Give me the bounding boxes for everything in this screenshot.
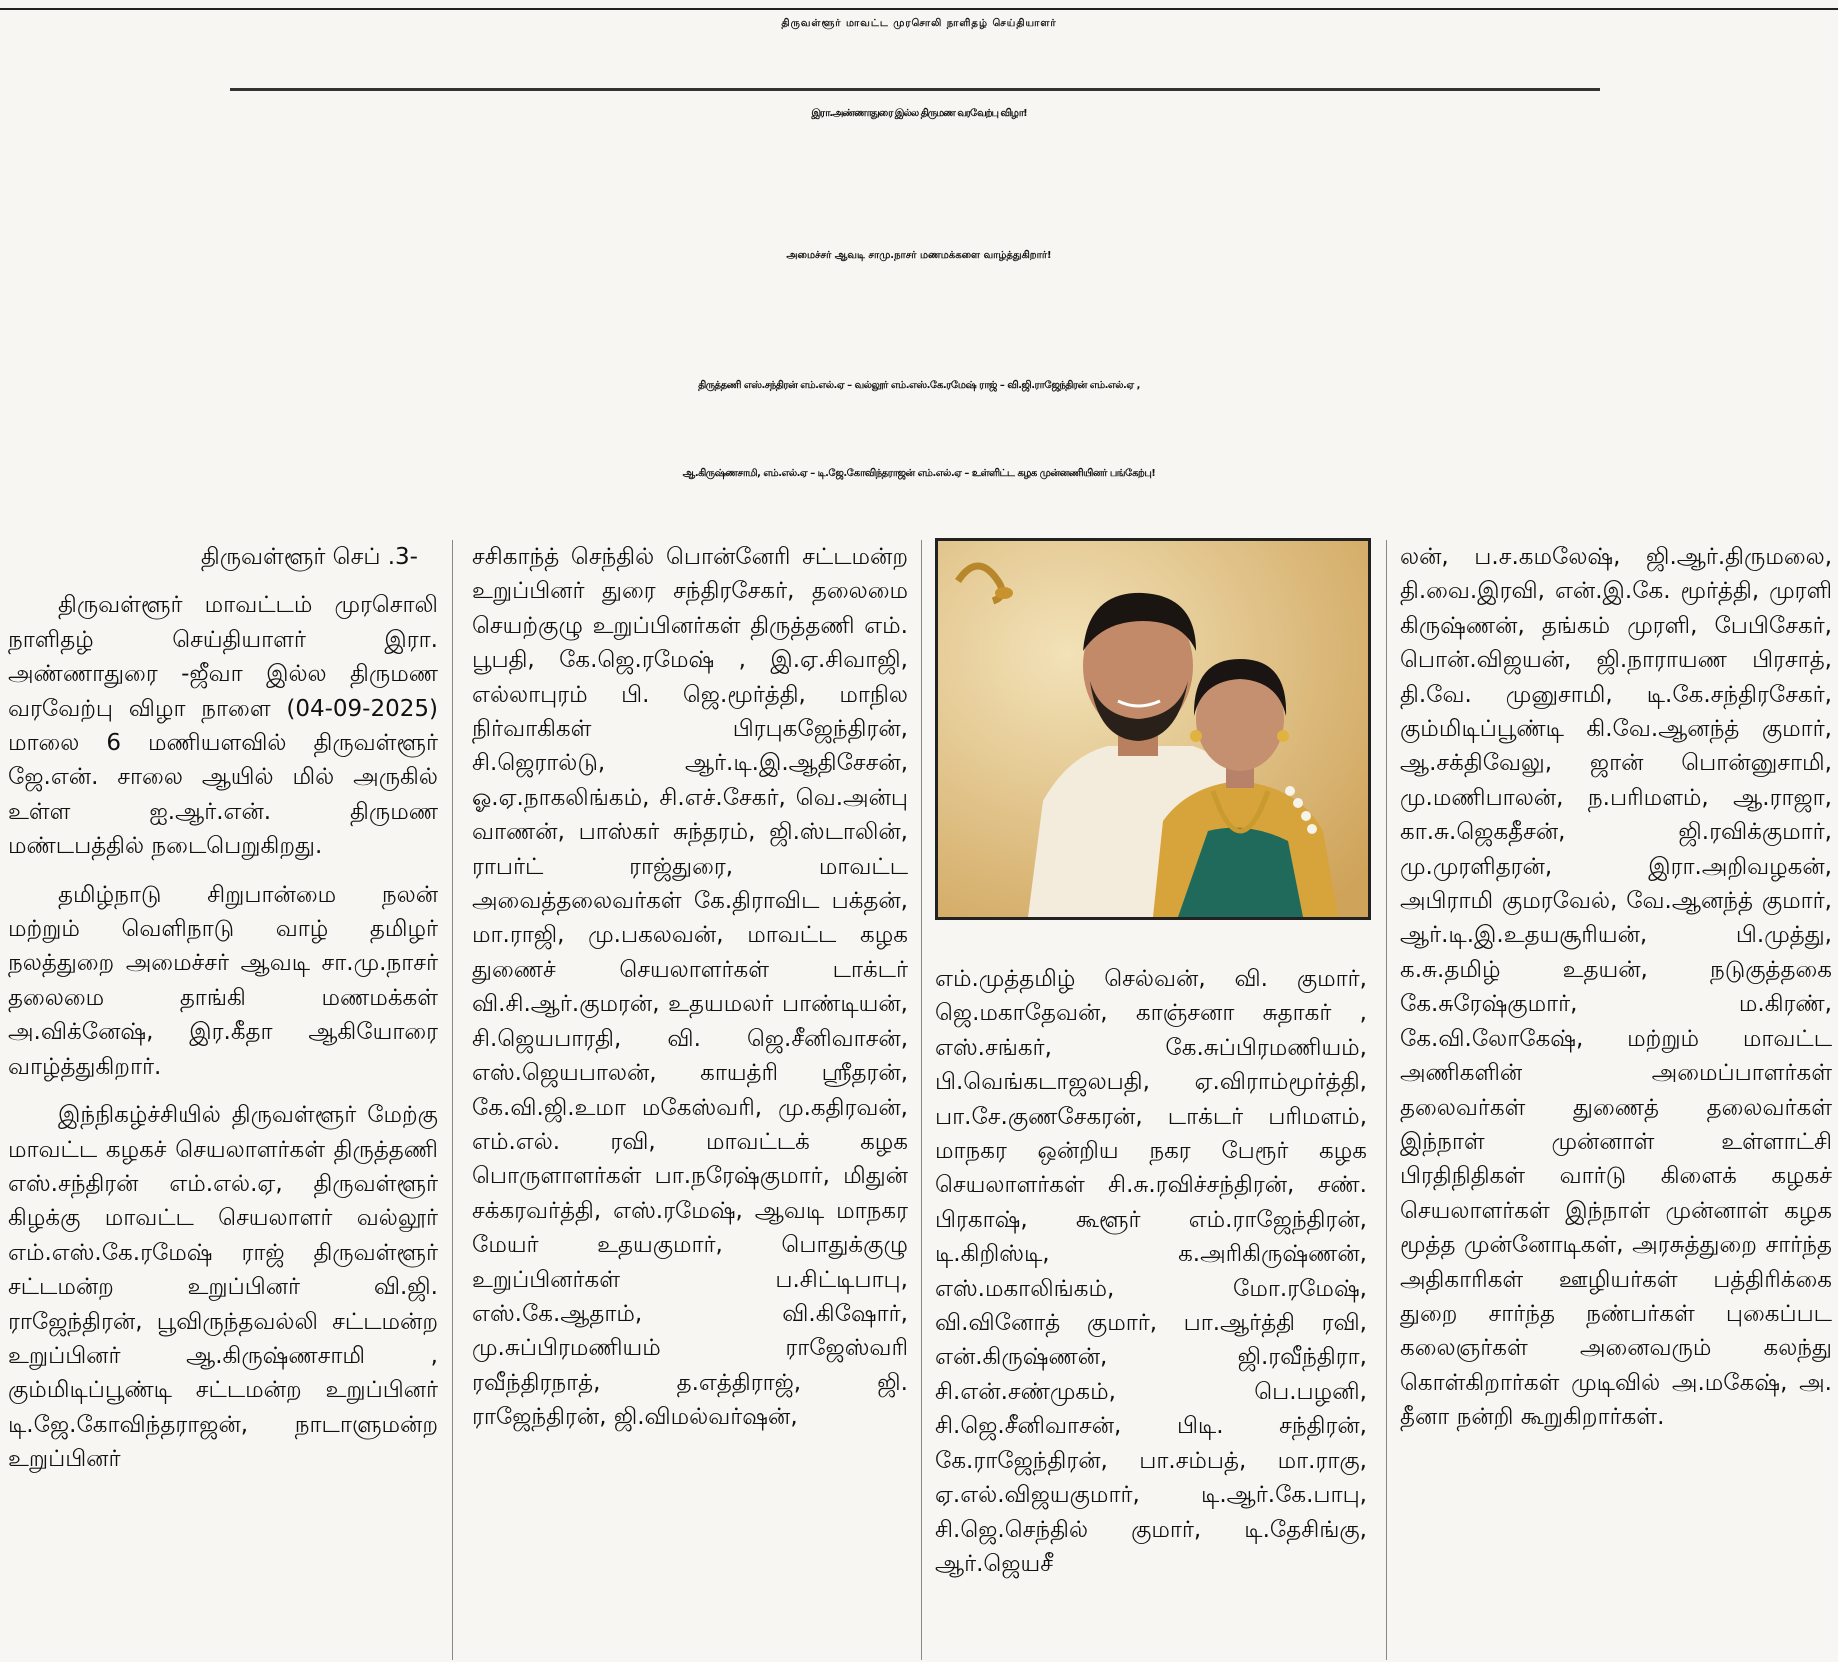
article-column-2 xyxy=(472,540,908,1660)
article-column-3 xyxy=(935,962,1367,1660)
column-divider xyxy=(452,540,453,1660)
secondary-headline: அமைச்சர் ஆவடி சாமு.நாசர் மணமக்களை வாழ்த்துகிறார்! xyxy=(786,250,1052,261)
paragraph: திருவள்ளூர் மாவட்டம் முரசொலி நாளிதழ் செய்தியாளர் இரா. அண்ணாதுரை -ஜீவா இல்ல திருமண வரவேற்பு விழா நாளை (04-09-2025) மாலை 6 மணியளவில் திருவள்ளூர் ஜே.என். சாலை ஆயில் மில் அருகில் உள்ள ஐ.ஆர்.என். திருமண மண்டபத்தில் நடைபெறுகிறது. xyxy=(8,592,438,860)
subheadline-2: ஆ.கிருஷ்ணசாமி, எம்.எல்.ஏ – டி.ஜே.கோவிந்தராஜன் எம்.எல்.ஏ – உள்ளிட்ட கழக முன்னணியினர் பங்கேற்பு! xyxy=(682,468,1156,479)
headline: இரா.அண்ணாதுரை இல்ல திருமண வரவேற்பு விழா! xyxy=(811,108,1027,119)
kicker-rule xyxy=(230,88,1600,91)
paragraph: லன், ப.ச.கமலேஷ், ஜி.ஆர்.திருமலை, தி.வை.இரவி, என்.இ.கே. மூர்த்தி, முரளி கிருஷ்ணன், தங்கம் முரளி, பேபிசேகர், பொன்.விஜயன், ஜி.நாராயண பிரசாத், தி.வே. முனுசாமி, டி.கே.சந்திரசேகர், கும்மிடிப்பூண்டி கி.வே.ஆனந்த் குமார், ஆ.சக்திவேலு, ஜான் பொன்னுசாமி, மு.மணிபாலன், ந.பரிமளம், ஆ.ராஜா, கா.சு.ஜெகதீசன், ஜி.ரவிக்குமார், மு.முரளிதரன், இரா.அறிவழகன், அபிராமி குமரவேல், வே.ஆனந்த் குமார், ஆர்.டி.இ.உதயசூரியன், பி.முத்து, க.சு.தமிழ் உதயன், நடுகுத்தகை கே.சுரேஷ்குமார், ம.கிரண், கே.வி.லோகேஷ், மற்றும் மாவட்ட அணிகளின் அமைப்பாளர்கள் தலைவர்கள் துணைத் தலைவர்கள் இந்நாள் முன்னாள் உள்ளாட்சி பிரதிநிதிகள் வார்டு கிளைக் கழகச் செயலாளர்கள் இந்நாள் முன்னாள் கழக மூத்த முன்னோடிகள், அரசுத்துறை சார்ந்த அதிகாரிகள் ஊழியர்கள் பத்திரிக்கை துறை சார்ந்த நண்பர்கள் புகைப்பட கலைஞர்கள் அனைவரும் கலந்து கொள்கிறார்கள் முடிவில் அ.மகேஷ், அ. தீனா நன்றி கூறுகிறார்கள். xyxy=(1400,544,1832,1431)
paragraph: எம்.முத்தமிழ் செல்வன், வி. குமார், ஜெ.மகாதேவன், காஞ்சனா சுதாகர் , எஸ்.சங்கர், கே.சுப்பிரமணியம், பி.வெங்கடாஜலபதி, ஏ.விராம்மூர்த்தி, பா.சே.குணசேகரன், டாக்டர் பரிமளம், மாநகர ஒன்றிய நகர பேரூர் கழக செயலாளர்கள் சி.சு.ரவிச்சந்திரன், சண். பிரகாஷ், கூளூர் எம்.ராஜேந்திரன், டி.கிறிஸ்டி, க.அரிகிருஷ்ணன், எஸ்.மகாலிங்கம், மோ.ரமேஷ், வி.வினோத் குமார், பா.ஆர்த்தி ரவி, என்.கிருஷ்ணன், ஜி.ரவீந்திரா, சி.என்.சண்முகம், பெ.பழனி, சி.ஜெ.சீனிவாசன், பிடி. சந்திரன், கே.ராஜேந்திரன், பா.சம்பத், மா.ராகு, ஏ.எல்.விஜயகுமார், டி.ஆர்.கே.பாபு, சி.ஜெ.செந்தில் குமார், டி.தேசிங்கு, ஆர்.ஜெயசீ xyxy=(935,966,1367,1577)
kicker: திருவள்ளூர் மாவட்ட முரசொலி நாளிதழ் செய்தியாளர் xyxy=(781,18,1057,29)
article-column-4 xyxy=(1400,540,1832,1660)
column-divider xyxy=(921,540,922,1660)
paragraph: தமிழ்நாடு சிறுபான்மை நலன் மற்றும் வெளிநாடு வாழ் தமிழர் நலத்துறை அமைச்சர் ஆவடி சா.மு.நாசர் தலைமை தாங்கி மணமக்கள் அ.விக்னேஷ், இர.கீதா ஆகியோரை வாழ்த்துகிறார். xyxy=(8,881,438,1080)
subheadline-1: திருத்தணி எஸ்.சந்திரன் எம்.எல்.ஏ – வல்லூர் எம்.எஸ்.கே.ரமேஷ் ராஜ் – வி.ஜி.ராஜேந்திரன் எம்.எல்.ஏ , xyxy=(698,380,1140,391)
dateline: திருவள்ளூர் செப் .3- xyxy=(200,544,418,570)
article-column-1 xyxy=(8,540,438,1660)
couple-photo-illustration xyxy=(938,541,1368,917)
top-rule xyxy=(0,0,1838,10)
column-divider xyxy=(1386,540,1387,1660)
paragraph: சசிகாந்த் செந்தில் பொன்னேரி சட்டமன்ற உறுப்பினர் துரை சந்திரசேகர், தலைமை செயற்குழு உறுப்பினர்கள் திருத்தணி எம். பூபதி, கே.ஜெ.ரமேஷ் , இ.ஏ.சிவாஜி, எல்லாபுரம் பி. ஜெ.மூர்த்தி, மாநில நிர்வாகிகள் பிரபுகஜேந்திரன், சி.ஜெரால்டு, ஆர்.டி.இ.ஆதிசேசன், ஓ.ஏ.நாகலிங்கம், சி.எச்.சேகர், வெ.அன்பு வாணன், பாஸ்கர் சுந்தரம், ஜி.ஸ்டாலின், ராபர்ட் ராஜ்துரை, மாவட்ட அவைத்தலைவர்கள் கே.திராவிட பக்தன், மா.ராஜி, மு.பகலவன், மாவட்ட கழக துணைச் செயலாளர்கள் டாக்டர் வி.சி.ஆர்.குமரன், உதயமலர் பாண்டியன், சி.ஜெயபாரதி, வி. ஜெ.சீனிவாசன், எஸ்.ஜெயபாலன், காயத்ரி ஸ்ரீதரன், கே.வி.ஜி.உமா மகேஸ்வரி, மு.கதிரவன், எம்.எல். ரவி, மாவட்டக் கழக பொருளாளர்கள் பா.நரேஷ்குமார், மிதுன் சக்கரவர்த்தி, எஸ்.ரமேஷ், ஆவடி மாநகர மேயர் உதயகுமார், பொதுக்குழு உறுப்பினர்கள் ப.சிட்டிபாபு, எஸ்.கே.ஆதாம், வி.கிஷோர், மு.சுப்பிரமணியம் ராஜேஸ்வரி ரவீந்திரநாத், த.எத்திராஜ், ஜி. ராஜேந்திரன், ஜி.விமல்வர்ஷன், xyxy=(472,544,908,1431)
paragraph: இந்நிகழ்ச்சியில் திருவள்ளூர் மேற்கு மாவட்ட கழகச் செயலாளர்கள் திருத்தணி எஸ்.சந்திரன் எம்.எல்.ஏ, திருவள்ளூர் கிழக்கு மாவட்ட செயலாளர் வல்லூர் எம்.எஸ்.கே.ரமேஷ் ராஜ் திருவள்ளூர் சட்டமன்ற உறுப்பினர் வி.ஜி. ராஜேந்திரன், பூவிருந்தவல்லி சட்டமன்ற உறுப்பினர் ஆ.கிருஷ்ணசாமி , கும்மிடிப்பூண்டி சட்டமன்ற உறுப்பினர் டி.ஜே.கோவிந்தராஜன், நாடாளுமன்ற உறுப்பினர் xyxy=(8,1102,438,1473)
couple-photo xyxy=(935,538,1371,920)
